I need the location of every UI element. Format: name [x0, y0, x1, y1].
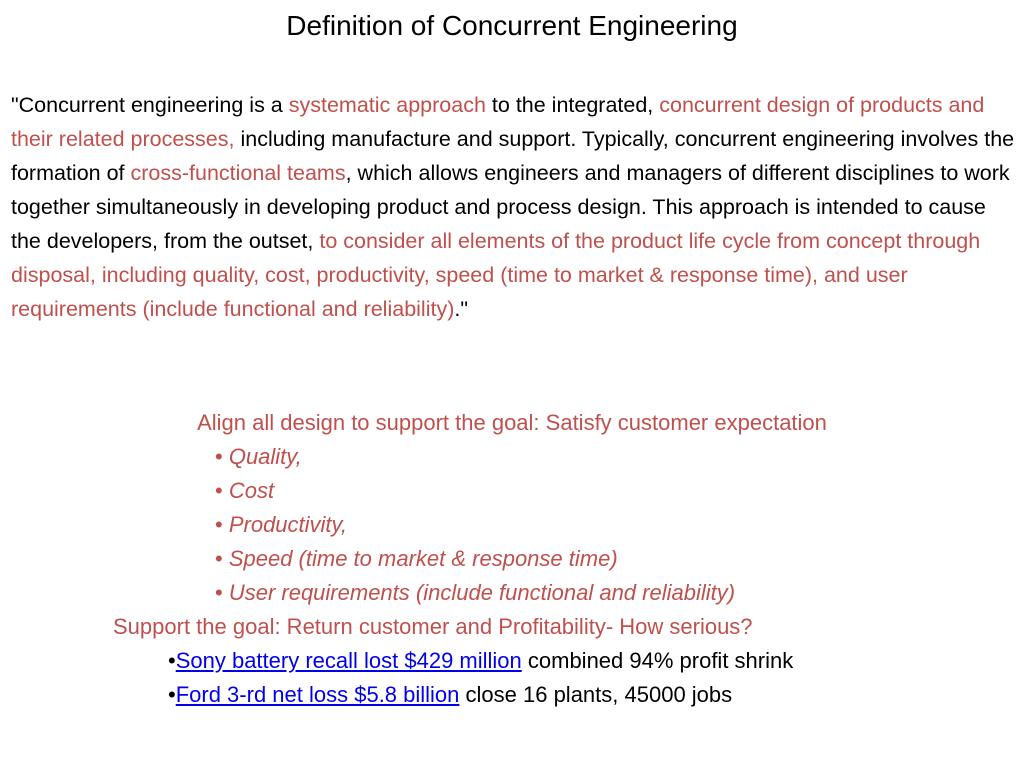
sony-recall-link[interactable]: Sony battery recall lost $429 million — [175, 648, 522, 673]
definition-paragraph — [11, 88, 1016, 326]
goal-heading: Align all design to support the goal: Satisfy customer expectation — [197, 410, 827, 435]
support-heading: Support the goal: Return customer and Profitability- How serious? — [113, 614, 753, 639]
bullet-icon: • — [215, 580, 223, 605]
definition-highlight-life-cycle: to consider all elements of the product life cycle from concept through disposal, including quality, cost, productivity, speed (time to market & response time), and user requirements (include functional and reliability) — [11, 229, 981, 321]
definition-text-5: ." — [454, 297, 468, 321]
goal-item-label: Quality, — [228, 444, 302, 469]
ford-loss-link[interactable]: Ford 3-rd net loss $5.8 billion — [175, 682, 460, 707]
bullet-icon: • — [215, 478, 223, 503]
goal-item-speed — [215, 542, 1024, 576]
definition-highlight-concurrent-design: concurrent design of products and their related processes, — [11, 93, 985, 151]
example-item-sony — [168, 644, 1024, 678]
example-item-text: close 16 plants, 45000 jobs — [459, 682, 733, 707]
example-list — [0, 644, 1024, 712]
definition-text-4: , which allows engineers and managers of different disciplines to work together simultaneously in developing product and process design. This approach is intended to cause the developers, from the outset, — [11, 161, 1010, 253]
goal-item-productivity — [215, 508, 1024, 542]
goal-item-label: Speed (time to market & response time) — [228, 546, 618, 571]
goal-item-quality — [215, 440, 1024, 474]
bullet-icon: • — [168, 648, 176, 673]
definition-highlight-systematic-approach: systematic approach — [288, 93, 486, 117]
example-item-text: combined 94% profit shrink — [521, 648, 794, 673]
goal-item-label: Productivity, — [228, 512, 348, 537]
definition-text-1: "Concurrent engineering is a — [11, 93, 289, 117]
bullet-icon: • — [215, 512, 223, 537]
slide-title: Definition of Concurrent Engineering — [286, 10, 738, 41]
goal-item-user-requirements — [215, 576, 1024, 610]
definition-text-3: including manufacture and support. Typically, concurrent engineering involves the formation of — [11, 127, 1015, 185]
definition-text-2: to the integrated, — [485, 93, 660, 117]
goal-list — [0, 440, 1024, 610]
bullet-icon: • — [168, 682, 176, 707]
example-item-ford — [168, 678, 1024, 712]
bullet-icon: • — [215, 444, 223, 469]
definition-highlight-cross-functional-teams: cross-functional teams — [130, 161, 346, 185]
bullet-icon: • — [215, 546, 223, 571]
goal-item-label: Cost — [228, 478, 275, 503]
goal-section — [0, 406, 1024, 712]
goal-item-label: User requirements (include functional and reliability) — [228, 580, 736, 605]
goal-item-cost — [215, 474, 1024, 508]
